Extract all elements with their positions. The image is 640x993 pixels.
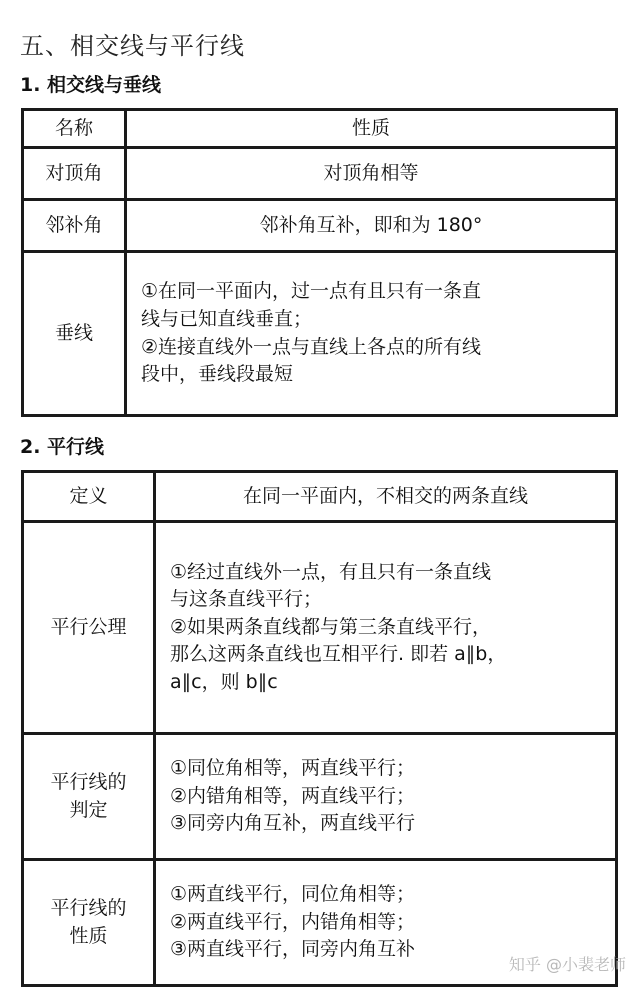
name-line: 平行线的	[50, 770, 127, 793]
row-name: 邻补角	[23, 200, 126, 252]
row-name: 对顶角	[23, 148, 126, 200]
row-property	[155, 522, 617, 734]
property-line: ③两直线平行，同旁内角互补	[170, 938, 416, 961]
property-line: ③同旁内角互补，两直线平行	[170, 812, 416, 835]
property-line: ①在同一平面内，过一点有且只有一条直	[141, 280, 482, 303]
row-property	[126, 252, 617, 416]
property-line: ②两直线平行，内错角相等；	[170, 910, 416, 933]
table-row	[23, 522, 617, 734]
table-row	[23, 734, 617, 860]
section2-title: 2. 平行线	[20, 436, 105, 458]
header-name: 名称	[23, 110, 126, 148]
property-line: 与这条直线平行；	[170, 588, 323, 611]
property-line: ①两直线平行，同位角相等；	[170, 883, 416, 906]
row-property: 对顶角相等	[126, 148, 617, 200]
property-line: ②内错角相等，两直线平行；	[170, 784, 416, 807]
name-line: 判定	[69, 798, 108, 821]
name-line: 平行线的	[50, 896, 127, 919]
row-property: 邻补角互补，即和为 180°	[126, 200, 617, 252]
row-name: 定义	[23, 472, 155, 522]
property-line: 线与已知直线垂直；	[141, 307, 313, 330]
table-row	[23, 472, 617, 522]
header-property: 性质	[126, 110, 617, 148]
table-row	[23, 148, 617, 200]
watermark: 知乎 @小裴老师	[508, 955, 626, 974]
property-line: ②连接直线外一点与直线上各点的所有线	[141, 335, 482, 358]
name-line: 性质	[69, 924, 108, 947]
intersecting-lines-table	[21, 108, 618, 417]
row-name: 垂线	[23, 252, 126, 416]
row-property: 在同一平面内，不相交的两条直线	[155, 472, 617, 522]
property-line: ②如果两条直线都与第三条直线平行，	[170, 615, 492, 638]
row-name	[23, 860, 155, 986]
page-heading: 五、相交线与平行线	[20, 32, 245, 60]
section1-title: 1. 相交线与垂线	[20, 74, 162, 96]
row-name: 平行公理	[23, 522, 155, 734]
row-name	[23, 734, 155, 860]
property-line: 段中，垂线段最短	[141, 363, 294, 386]
table-header-row	[23, 110, 617, 148]
parallel-lines-table	[21, 470, 618, 987]
table-row	[23, 200, 617, 252]
row-property	[155, 734, 617, 860]
property-line: ①同位角相等，两直线平行；	[170, 757, 416, 780]
property-line: ①经过直线外一点，有且只有一条直线	[170, 560, 492, 583]
table-row	[23, 252, 617, 416]
property-line: 那么这两条直线也互相平行. 即若 a∥b，	[170, 643, 507, 666]
property-line: a∥c，则 b∥c	[170, 670, 278, 693]
